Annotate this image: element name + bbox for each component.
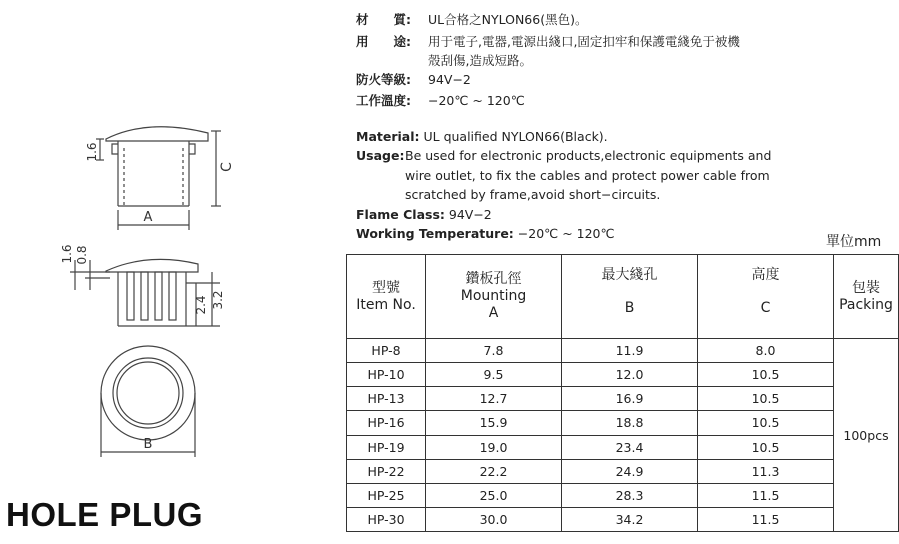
spec-en-flame-label: Flame Class:	[356, 207, 445, 222]
spec-zh-material-label: 材 質:	[356, 12, 411, 27]
header-mounting	[426, 255, 562, 339]
spec-en-usage-label: Usage:	[356, 148, 405, 163]
cell-mounting: 25.0	[426, 483, 562, 507]
plug-section-view	[70, 259, 220, 326]
header-max-wire	[562, 255, 698, 339]
header-packing	[834, 255, 899, 339]
table-row	[347, 483, 899, 507]
table-row	[347, 339, 899, 363]
cell-mounting: 9.5	[426, 363, 562, 387]
spec-zh-usage-value-2: 殼刮傷,造成短路。	[428, 53, 532, 68]
cell-height: 11.5	[698, 507, 834, 531]
spec-en-usage	[356, 146, 772, 165]
spec-en-usage-value: Be used for electronic products,electronic equipments and	[405, 148, 772, 163]
spec-zh-block	[356, 11, 826, 111]
spec-en-flame-value: 94V−2	[448, 207, 492, 222]
cell-height: 10.5	[698, 411, 834, 435]
cell-max-wire: 12.0	[562, 363, 698, 387]
dim-3-2: 3.2	[211, 290, 225, 310]
spec-en-usage-value-3: scratched by frame,avoid short−circuits.	[405, 187, 661, 202]
table-row	[347, 363, 899, 387]
cell-height: 11.3	[698, 459, 834, 483]
header-packing-zh: 包裝	[852, 279, 880, 296]
header-item-no	[347, 255, 426, 339]
header-mounting-en: Mounting	[460, 288, 527, 304]
cell-max-wire: 11.9	[562, 339, 698, 363]
spec-zh-temp-label: 工作溫度:	[356, 93, 411, 108]
dim-1-6-top: 1.6	[85, 142, 99, 162]
table-row	[347, 411, 899, 435]
dim-b: B	[143, 437, 153, 452]
header-height	[698, 255, 834, 339]
dim-c: C	[219, 162, 235, 172]
cell-mounting: 7.8	[426, 339, 562, 363]
table-row	[347, 507, 899, 531]
spec-en-block	[356, 127, 816, 245]
cell-mounting: 12.7	[426, 387, 562, 411]
spec-en-material-value: UL qualified NYLON66(Black).	[423, 129, 608, 144]
cell-height: 11.5	[698, 483, 834, 507]
unit-label: 單位mm	[826, 234, 882, 250]
spec-zh-usage	[356, 33, 740, 51]
cell-item-no: HP-30	[347, 507, 426, 531]
cell-item-no: HP-8	[347, 339, 426, 363]
cell-height: 10.5	[698, 363, 834, 387]
dim-0-8: 0.8	[75, 245, 89, 265]
cell-mounting: 15.9	[426, 411, 562, 435]
cell-mounting: 22.2	[426, 459, 562, 483]
spec-en-temp-label: Working Temperature:	[356, 226, 514, 241]
spec-zh-usage-label: 用 途:	[356, 34, 411, 49]
spec-zh-usage-value: 用于電子,電器,電源出綫口,固定扣牢和保護電綫免于被機	[428, 34, 740, 49]
header-height-zh: 高度	[751, 267, 780, 283]
cell-item-no: HP-10	[347, 363, 426, 387]
cell-item-no: HP-16	[347, 411, 426, 435]
cell-height: 10.5	[698, 387, 834, 411]
spec-en-material	[356, 127, 608, 146]
cell-mounting: 30.0	[426, 507, 562, 531]
spec-table	[346, 254, 899, 532]
cell-max-wire: 34.2	[562, 507, 698, 531]
table-row	[347, 459, 899, 483]
spec-en-material-label: Material:	[356, 129, 420, 144]
spec-zh-flame	[356, 71, 471, 89]
spec-zh-material-value: UL合格之NYLON66(黑色)。	[428, 12, 588, 27]
spec-en-temp-value: −20℃ ~ 120℃	[517, 226, 615, 241]
cell-item-no: HP-22	[347, 459, 426, 483]
cell-height: 10.5	[698, 435, 834, 459]
header-packing-en: Packing	[839, 296, 893, 313]
header-mounting-sub: A	[488, 305, 499, 321]
header-max-wire-zh: 最大綫孔	[601, 267, 658, 283]
cell-item-no: HP-19	[347, 435, 426, 459]
table-row	[347, 387, 899, 411]
table-row	[347, 435, 899, 459]
spec-zh-material	[356, 11, 588, 29]
technical-drawing	[0, 0, 340, 490]
cell-max-wire: 23.4	[562, 435, 698, 459]
cell-max-wire: 24.9	[562, 459, 698, 483]
spec-en-flame	[356, 205, 492, 224]
header-mounting-zh: 鑽板孔徑	[465, 271, 522, 287]
header-item-no-en: Item No.	[356, 296, 416, 313]
cell-max-wire: 18.8	[562, 411, 698, 435]
spec-zh-temp	[356, 92, 525, 110]
cell-item-no: HP-25	[347, 483, 426, 507]
header-item-no-zh: 型號	[372, 279, 400, 296]
spec-en-usage-value-2: wire outlet, to fix the cables and protect power cable from	[405, 168, 770, 183]
dim-a: A	[143, 210, 153, 225]
cell-max-wire: 28.3	[562, 483, 698, 507]
spec-zh-flame-value: 94V−2	[428, 72, 471, 87]
header-height-sub: C	[760, 300, 771, 316]
dim-1-6-side: 1.6	[60, 244, 74, 264]
table-header-row	[347, 255, 899, 339]
dim-2-4: 2.4	[194, 295, 208, 315]
product-title: HOLE PLUG	[6, 496, 204, 533]
cell-packing: 100pcs	[834, 339, 899, 532]
cell-height: 8.0	[698, 339, 834, 363]
spec-zh-flame-label: 防火等級:	[356, 72, 411, 87]
cell-item-no: HP-13	[347, 387, 426, 411]
spec-en-temp	[356, 224, 615, 243]
cell-mounting: 19.0	[426, 435, 562, 459]
plug-side-view	[96, 127, 221, 230]
header-max-wire-sub: B	[624, 300, 635, 316]
spec-zh-temp-value: −20℃ ~ 120℃	[428, 93, 525, 108]
cell-max-wire: 16.9	[562, 387, 698, 411]
